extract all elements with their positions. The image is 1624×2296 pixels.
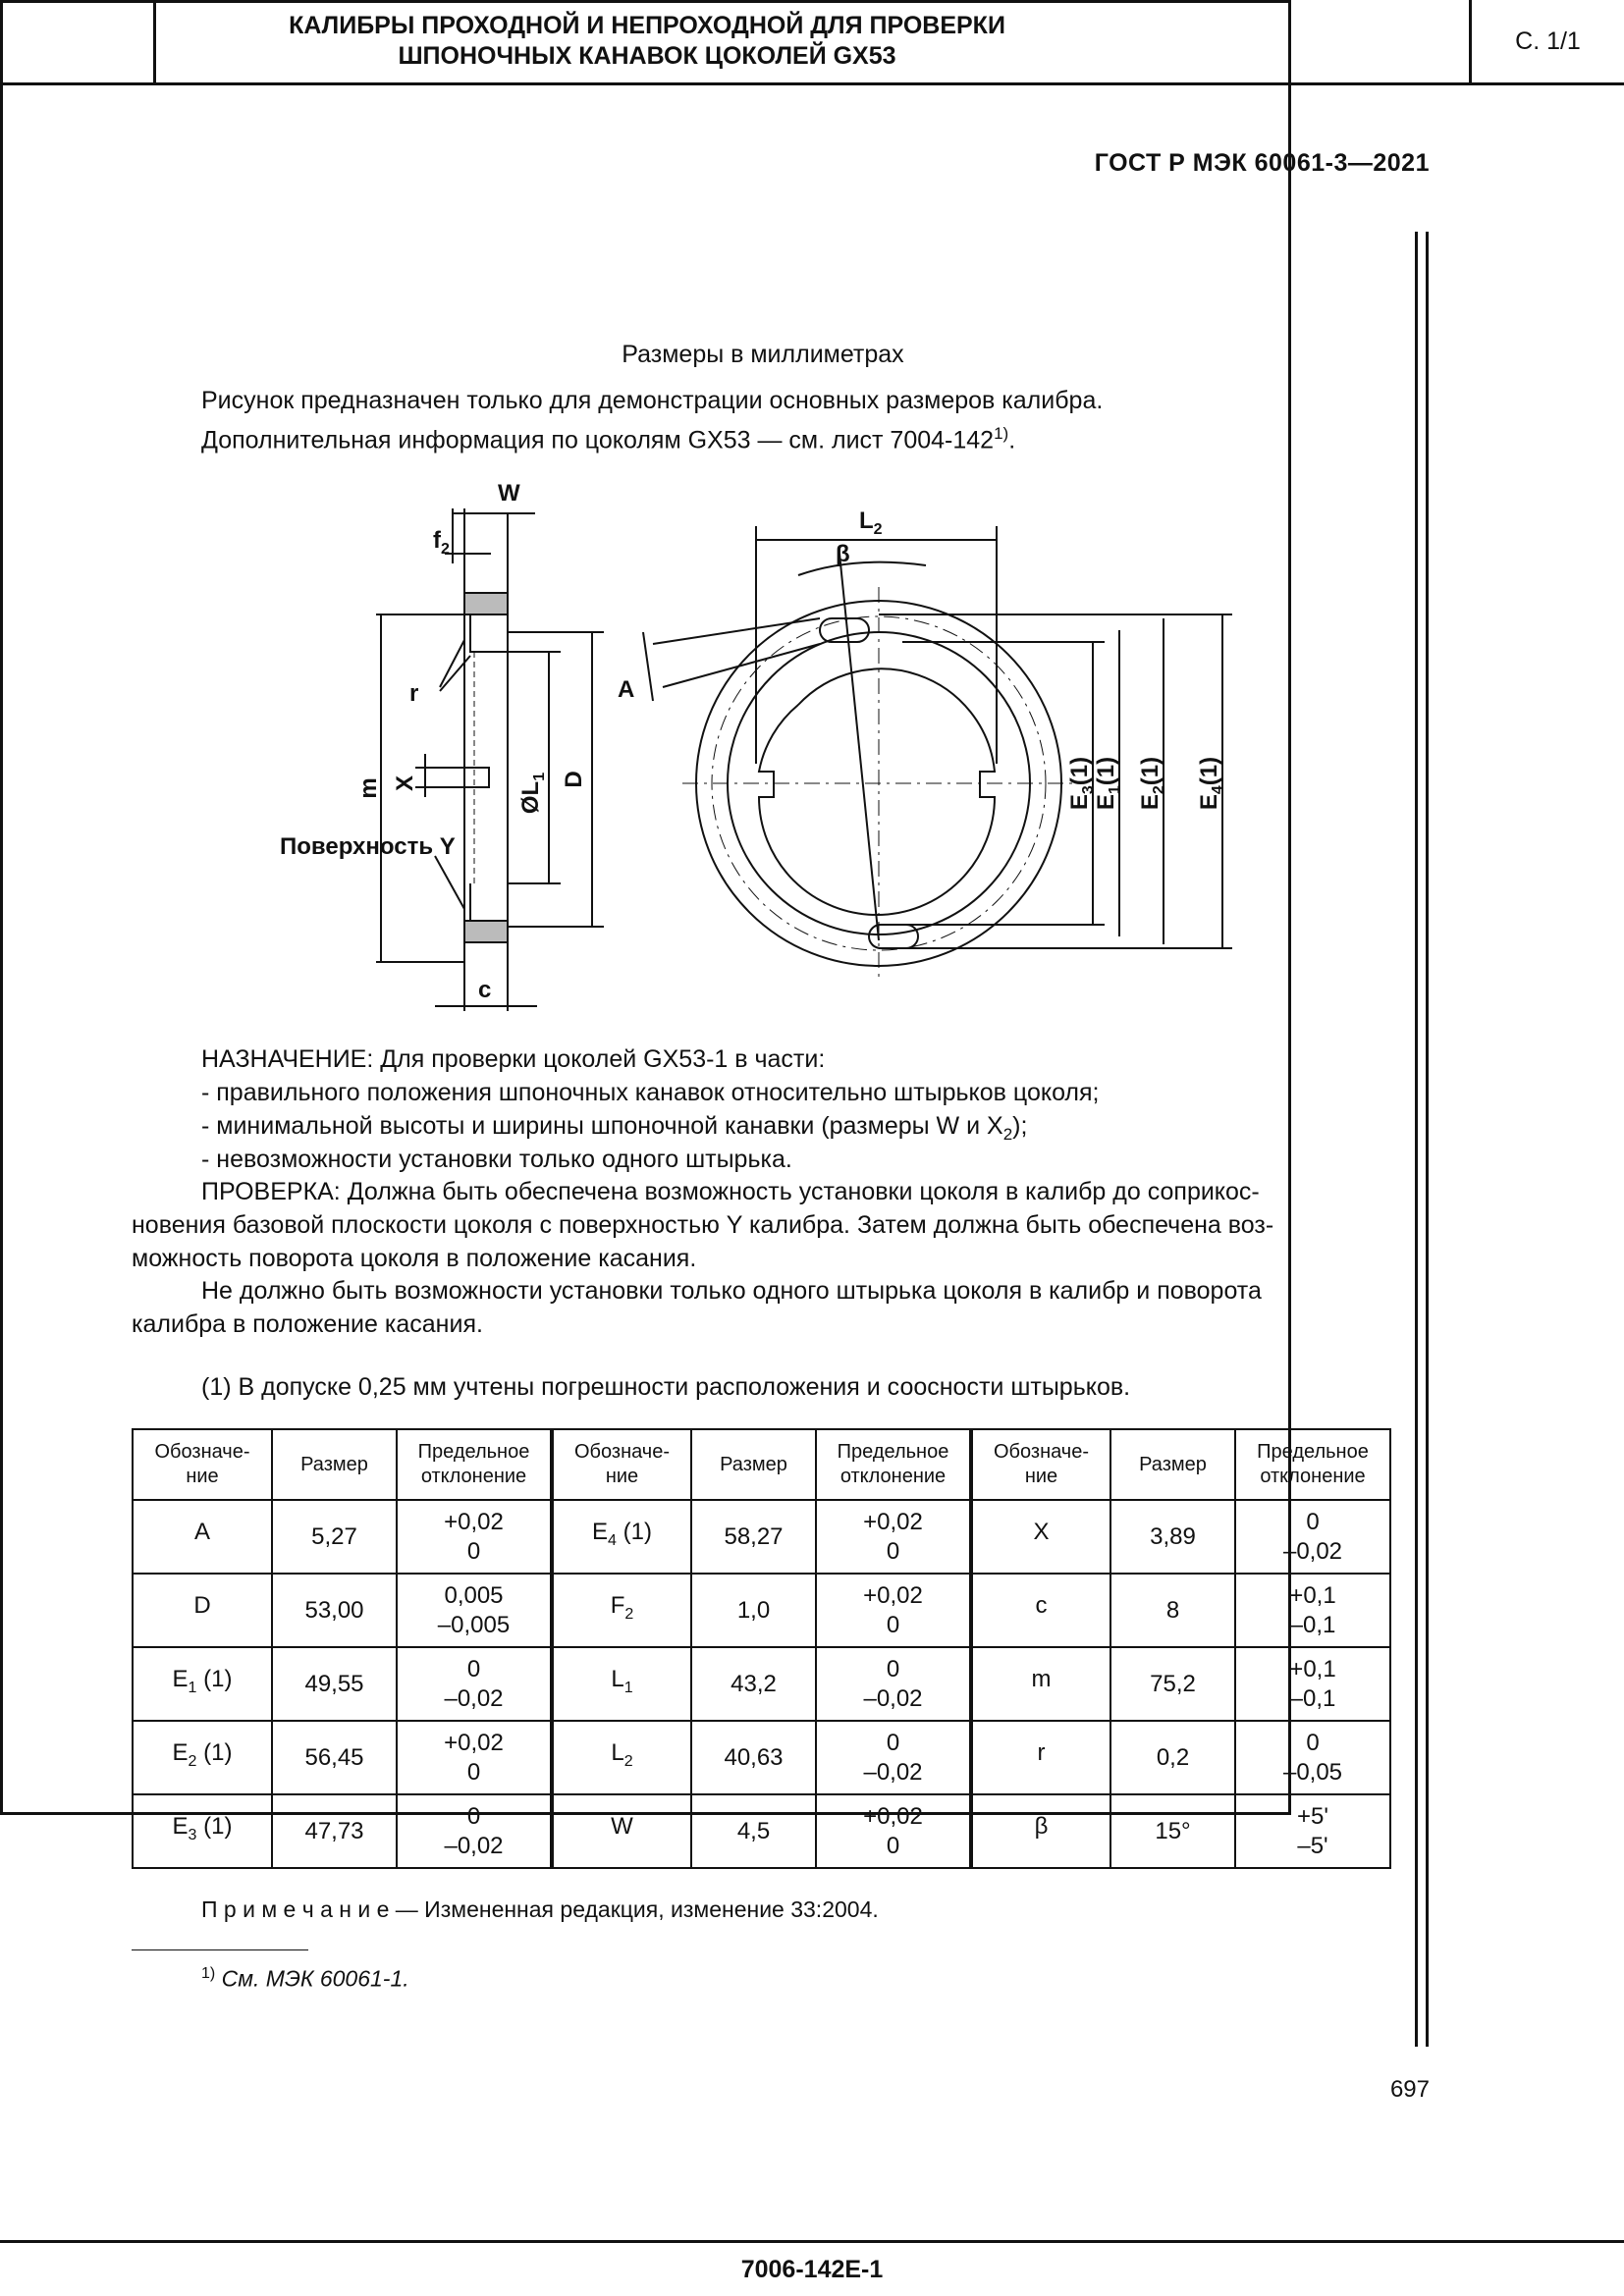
footnote-divider [132, 1949, 308, 1950]
x-notch [464, 768, 489, 787]
note: П р и м е ч а н и е — Измененная редакция, изменение 33:2004. [201, 1896, 879, 1922]
table-header-designation: Обозначе- ние [133, 1429, 272, 1500]
cell-size: 8 [1110, 1574, 1235, 1647]
cell-deviation: 0 –0,02 [1235, 1500, 1390, 1574]
cell-deviation: 0 –0,02 [397, 1794, 552, 1868]
check-line-1: ПРОВЕРКА: Должна быть обеспечена возможность установки цоколя в калибр до соприкос- [201, 1178, 1260, 1205]
intro-line-1: Рисунок предназначен только для демонстрации основных размеров калибра. [201, 387, 1104, 414]
cell-designation: r [971, 1721, 1110, 1794]
cell-designation: m [971, 1647, 1110, 1721]
purpose-heading: НАЗНАЧЕНИЕ: Для проверки цоколей GX53-1 в части: [201, 1045, 826, 1073]
intro-line-2: Дополнительная информация по цоколям GX53 — см. лист 7004-142$^{1)}$. [201, 424, 1016, 454]
label-l1: $ØL_1$ [517, 772, 548, 815]
label-w: W [498, 480, 520, 507]
hatched-section-top [464, 593, 508, 614]
table-header-deviation: Предельное отклонение [816, 1429, 971, 1500]
title-empty-cell [0, 0, 156, 82]
cell-deviation: +0,02 0 [816, 1500, 971, 1574]
check-line-2: новения базовой плоскости цоколя с поверхностью Y калибра. Затем должна быть обеспечена воз- [132, 1211, 1274, 1239]
cell-designation: β [971, 1794, 1110, 1868]
restriction-line-1: Не должно быть возможности установки только одного штырька цоколя в калибр и поворота [201, 1277, 1262, 1305]
restriction-line-2: калибра в положение касания. [132, 1310, 483, 1338]
label-beta: β [836, 541, 850, 567]
label-x: X [392, 774, 418, 792]
standard-header: ГОСТ Р МЭК 60061-3—2021 [1094, 149, 1430, 177]
title-line-1: КАЛИБРЫ ПРОХОДНОЙ И НЕПРОХОДНОЙ ДЛЯ ПРОВЕРКИ [289, 12, 1005, 39]
cell-deviation: 0 –0,02 [816, 1721, 971, 1794]
cell-deviation: +0,1 –0,1 [1235, 1647, 1390, 1721]
cell-deviation: +0,02 0 [816, 1794, 971, 1868]
cell-deviation: 0 –0,05 [1235, 1721, 1390, 1794]
gauge-bore [759, 668, 995, 915]
title-row [0, 0, 1624, 85]
cell-size: 1,0 [691, 1574, 816, 1647]
frame-edge-line [1426, 232, 1429, 2047]
sheet-number: С. 1/1 [1469, 0, 1624, 82]
table-row [133, 1500, 1390, 1574]
cell-size: 47,73 [272, 1794, 397, 1868]
cell-deviation: 0,005 –0,005 [397, 1574, 552, 1647]
cell-deviation: 0 –0,02 [816, 1647, 971, 1721]
cell-designation: $L_1$ [552, 1647, 691, 1721]
label-l2: $L_2$ [859, 507, 883, 538]
cell-designation: $E_2$ (1) [133, 1721, 272, 1794]
cell-size: 75,2 [1110, 1647, 1235, 1721]
tolerance-note: (1) В допуске 0,25 мм учтены погрешности расположения и соосности штырьков. [201, 1373, 1131, 1401]
label-f2: $f_2$ [433, 527, 450, 558]
label-e2: $E_2(1)$ [1137, 756, 1167, 811]
purpose-item-2: - минимальной высоты и ширины шпоночной канавки (размеры W и $X_2$); [201, 1112, 1028, 1144]
gauge-drawing [250, 469, 1252, 1031]
table-header-deviation: Предельное отклонение [1235, 1429, 1390, 1500]
check-line-3: можность поворота цоколя в положение касания. [132, 1245, 697, 1272]
title-line-2: ШПОНОЧНЫХ КАНАВОК ЦОКОЛЕЙ GX53 [398, 42, 896, 70]
cell-size: 5,27 [272, 1500, 397, 1574]
cell-deviation: 0 –0,02 [397, 1647, 552, 1721]
cell-size: 58,27 [691, 1500, 816, 1574]
table-row [133, 1721, 1390, 1794]
dimensions-table [132, 1428, 1391, 1869]
table-header-designation: Обозначе- ние [971, 1429, 1110, 1500]
label-a: A [618, 676, 635, 703]
cell-designation: W [552, 1794, 691, 1868]
cell-designation: $E_3$ (1) [133, 1794, 272, 1868]
table-header-row [133, 1429, 1390, 1500]
table-header-size: Размер [691, 1429, 816, 1500]
table-header-deviation: Предельное отклонение [397, 1429, 552, 1500]
table-header-size: Размер [1110, 1429, 1235, 1500]
hatched-section-bottom [464, 921, 508, 942]
label-c: c [478, 977, 492, 1003]
frame-edge-line [1415, 232, 1418, 2047]
cell-size: 3,89 [1110, 1500, 1235, 1574]
keyway-slot-top [820, 618, 869, 642]
label-r: r [409, 680, 419, 707]
cell-designation: D [133, 1574, 272, 1647]
cell-size: 15° [1110, 1794, 1235, 1868]
cell-deviation: +0,02 0 [816, 1574, 971, 1647]
label-e1: $E_1(1)$ [1093, 756, 1123, 811]
cell-size: 49,55 [272, 1647, 397, 1721]
table-header-designation: Обозначе- ние [552, 1429, 691, 1500]
purpose-item-1: - правильного положения шпоночных канавок относительно штырьков цоколя; [201, 1079, 1100, 1106]
label-e3: $E_3(1)$ [1066, 756, 1097, 811]
cell-designation: $F_2$ [552, 1574, 691, 1647]
cell-designation: $L_2$ [552, 1721, 691, 1794]
keyway-slot-bottom [869, 925, 918, 948]
label-e4: $E_4(1)$ [1196, 756, 1226, 811]
label-d: D [561, 771, 587, 788]
footnote: $^{1)}$ См. МЭК 60061-1. [201, 1965, 409, 1992]
cell-designation: c [971, 1574, 1110, 1647]
sheet-title [156, 0, 1138, 82]
table-row [133, 1574, 1390, 1647]
cell-size: 43,2 [691, 1647, 816, 1721]
page-number: 697 [1389, 2076, 1430, 2103]
cell-size: 0,2 [1110, 1721, 1235, 1794]
table-row [133, 1647, 1390, 1721]
cell-deviation: +5' –5' [1235, 1794, 1390, 1868]
table-header-size: Размер [272, 1429, 397, 1500]
purpose-item-3: - невозможности установки только одного штырька. [201, 1146, 792, 1173]
units-note: Размеры в миллиметрах [622, 341, 904, 368]
cell-size: 56,45 [272, 1721, 397, 1794]
cell-designation: A [133, 1500, 272, 1574]
cell-designation: $E_4$ (1) [552, 1500, 691, 1574]
cell-deviation: +0,02 0 [397, 1500, 552, 1574]
sheet-code: 7006-142E-1 [0, 2240, 1624, 2296]
cell-designation: X [971, 1500, 1110, 1574]
cell-deviation: +0,1 –0,1 [1235, 1574, 1390, 1647]
cell-size: 40,63 [691, 1721, 816, 1794]
table-row [133, 1794, 1390, 1868]
label-m: m [355, 777, 382, 799]
cell-designation: $E_1$ (1) [133, 1647, 272, 1721]
cell-deviation: +0,02 0 [397, 1721, 552, 1794]
cell-size: 53,00 [272, 1574, 397, 1647]
cell-size: 4,5 [691, 1794, 816, 1868]
label-surface-y: Поверхность Y [280, 833, 456, 860]
